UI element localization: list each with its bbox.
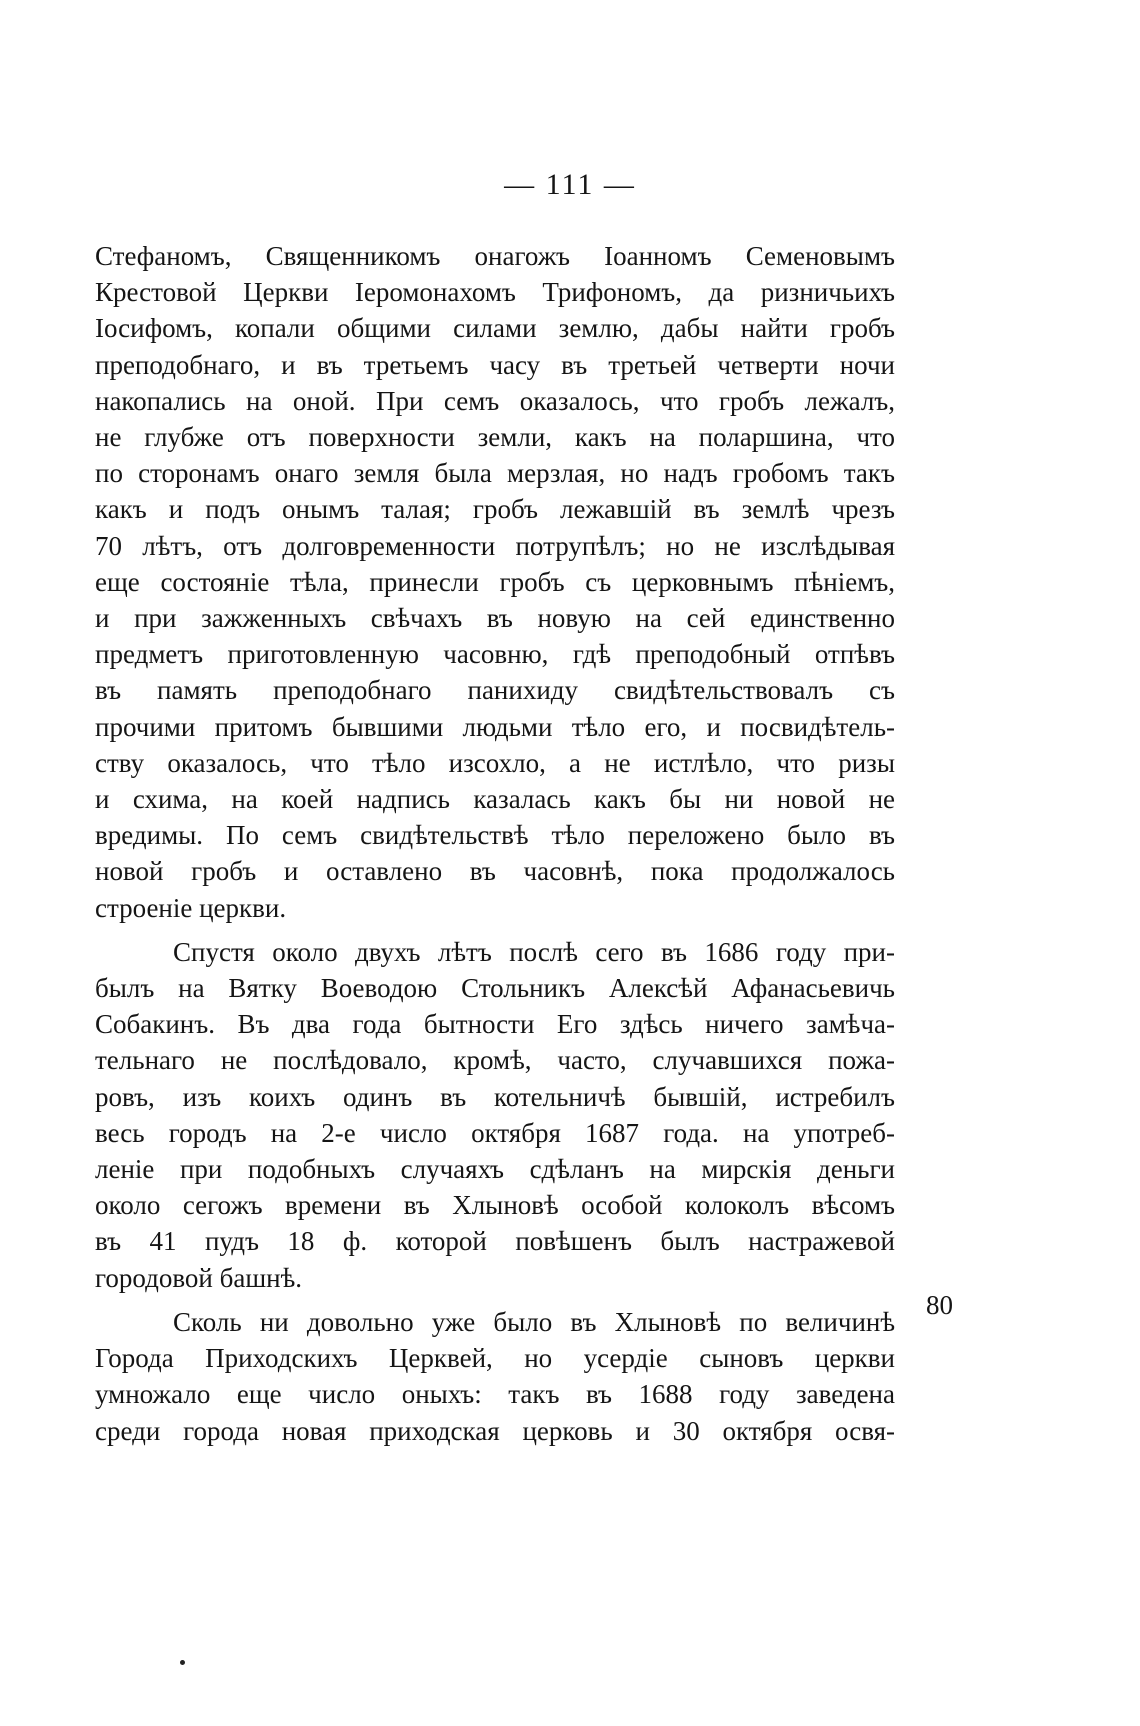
text-line: и при зажженныхъ свѣчахъ въ новую на сей единственно [95, 603, 895, 634]
text-line: какъ и подъ онымъ талая; гробъ лежавшій въ землѣ чрезъ [95, 494, 895, 525]
text-line: вредимы. По семъ свидѣтельствѣ тѣло переложено было въ [95, 820, 895, 851]
margin-note: 80 [926, 1290, 953, 1320]
text-line: накопались на оной. При семъ оказалось, что гробъ лежалъ, [95, 385, 895, 416]
text-line: въ 41 пудъ 18 ф. которой повѣшенъ былъ настражевой [95, 1226, 895, 1257]
body-text [95, 238, 895, 1449]
text-line: около сегожъ времени въ Хлыновѣ особой колоколъ вѣсомъ [95, 1190, 895, 1221]
text-line: городовой башнѣ. [95, 1262, 302, 1293]
text-line: Спустя около двухъ лѣтъ послѣ сего въ 1686 году при- [173, 936, 895, 967]
text-line: леніе при подобныхъ случаяхъ сдѣланъ на мирскія деньги [95, 1154, 895, 1185]
text-line: новой гробъ и оставлено въ часовнѣ, пока продолжалось [95, 856, 895, 887]
text-line: и схима, на коей надпись казалась какъ бы ни новой не [95, 784, 895, 815]
text-line: весь городъ на 2-е число октября 1687 года. на употреб- [95, 1117, 895, 1148]
text-line: не глубже отъ поверхности земли, какъ на поларшина, что [95, 422, 895, 453]
page-number: — 111 — [504, 168, 636, 201]
text-line: ству оказалось, что тѣло изсохло, а не истлѣло, что ризы [95, 747, 895, 778]
text-line: среди города новая приходская церковь и 30 октября освя- [95, 1415, 895, 1446]
text-line: Крестовой Церкви Іеромонахомъ Трифономъ, да ризничьихъ [95, 277, 895, 308]
text-line: умножало еще число оныхъ: такъ въ 1688 году заведена [95, 1379, 895, 1410]
paragraph-1 [95, 238, 895, 926]
paragraph-2 [95, 934, 895, 1296]
text-line: Стефаномъ, Священникомъ онагожъ Іоанномъ Семеновымъ [95, 241, 895, 271]
text-line: въ память преподобнаго панихиду свидѣтельствовалъ съ [95, 675, 895, 706]
text-line: прочими притомъ бывшими людьми тѣло его, и посвидѣтель- [95, 711, 895, 742]
text-line: былъ на Вятку Воеводою Стольникъ Алексѣй Афанасьевичь [95, 973, 895, 1004]
text-line: Собакинъ. Въ два года бытности Его здѣсь ничего замѣча- [95, 1009, 895, 1040]
text-line: по сторонамъ онаго земля была мерзлая, но надъ гробомъ такъ [95, 458, 895, 489]
text-line: преподобнаго, и въ третьемъ часу въ третьей четверти ночи [95, 349, 895, 380]
paragraph-3 [95, 1304, 895, 1449]
text-line: Города Приходскихъ Церквей, но усердіе сыновъ церкви [95, 1343, 895, 1374]
text-line: тельнаго не послѣдовало, кромѣ, часто, случавшихся пожа- [95, 1045, 895, 1076]
text-line: еще состояніе тѣла, принесли гробъ съ церковнымъ пѣніемъ, [95, 566, 895, 597]
text-line: ровъ, изъ коихъ одинъ въ котельничѣ бывшій, истребилъ [95, 1081, 895, 1112]
text-line: предметъ приготовленную часовню, гдѣ преподобный отпѣвъ [95, 639, 895, 670]
text-line: 70 лѣтъ, отъ долговременности потрупѣлъ; но не изслѣдывая [95, 530, 895, 561]
print-speck [180, 1660, 185, 1665]
text-line: строеніе церкви. [95, 892, 287, 923]
text-line: Іосифомъ, копали общими силами землю, дабы найти гробъ [95, 313, 895, 344]
text-line: Сколь ни довольно уже было въ Хлыновѣ по величинѣ [173, 1306, 895, 1337]
